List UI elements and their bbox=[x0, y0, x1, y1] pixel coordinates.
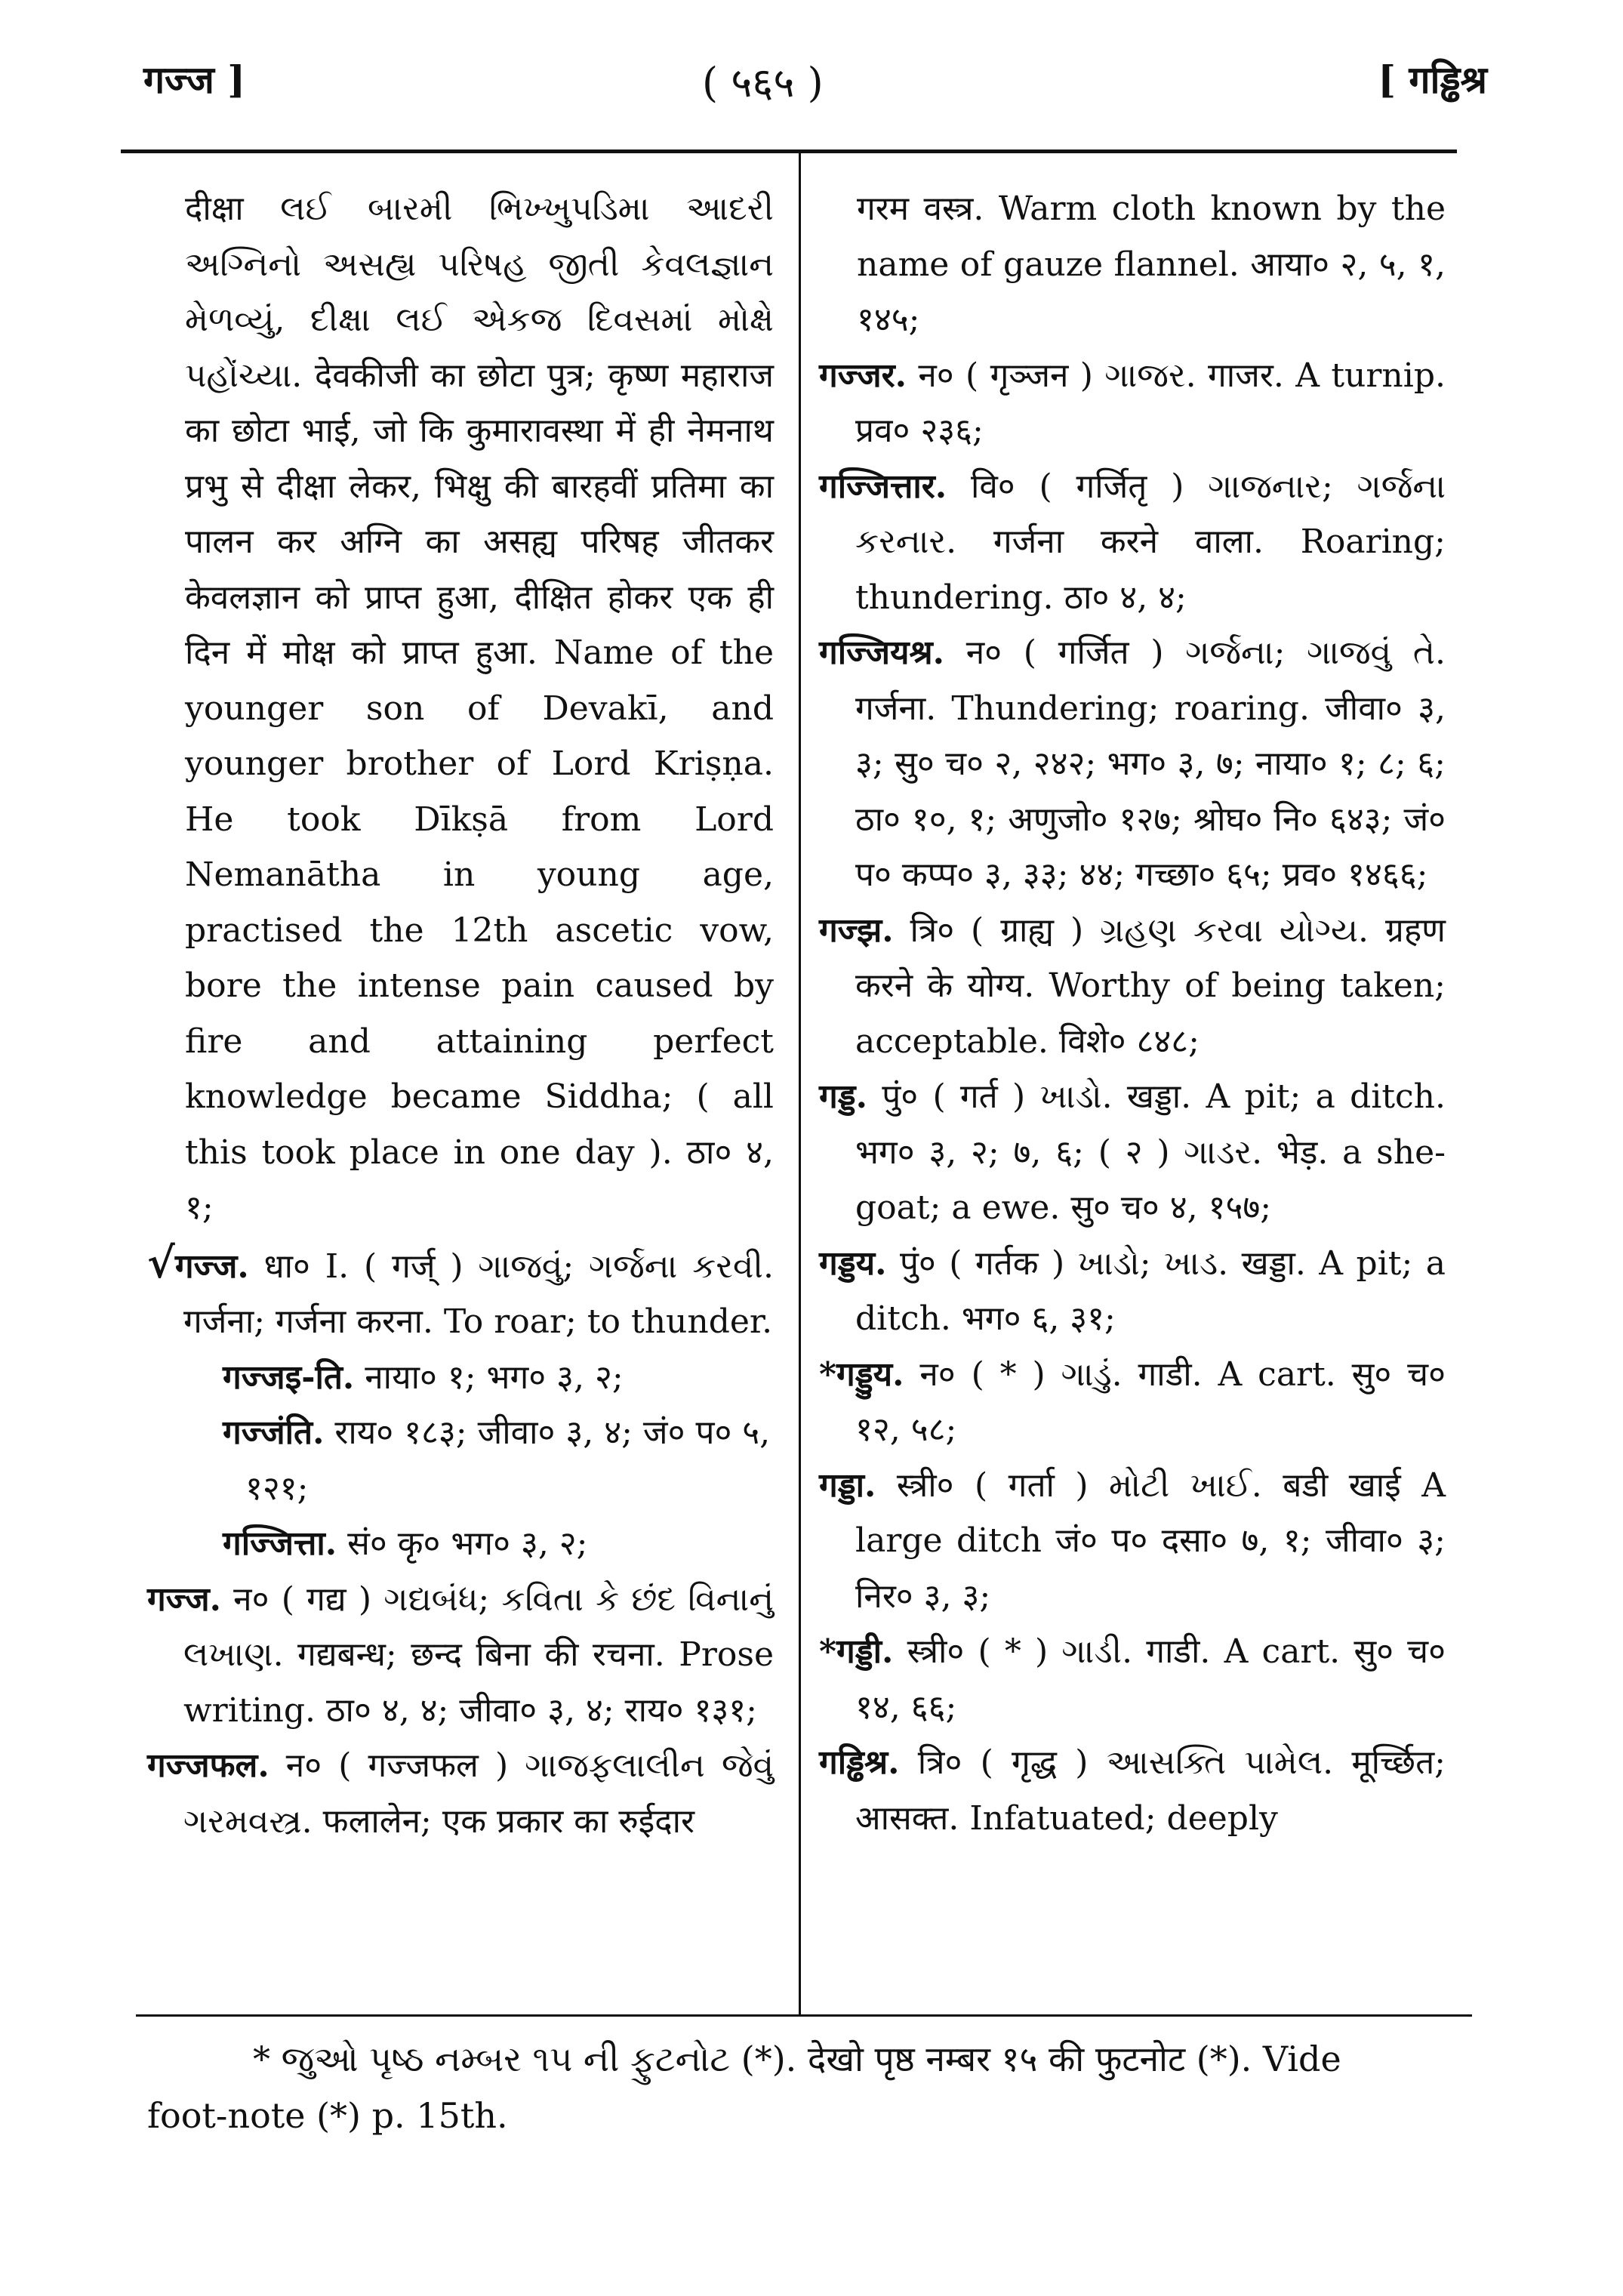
entry-definition: न० ( * ) ગાડું. गाडी. A cart. सु० च० १२, ५८; bbox=[855, 1354, 1446, 1449]
dictionary-entry bbox=[819, 1735, 1446, 1846]
check-mark: √ bbox=[147, 1237, 175, 1288]
headword: गज्ज. bbox=[174, 1247, 249, 1286]
dictionary-entry bbox=[819, 1236, 1446, 1347]
dictionary-entry bbox=[819, 903, 1446, 1070]
dictionary-entry bbox=[819, 459, 1446, 626]
sub-form-refs: सं० कृ० भग० ३, २; bbox=[347, 1524, 588, 1563]
sub-form-word: गज्जंति. bbox=[223, 1413, 325, 1452]
right-column bbox=[819, 181, 1446, 1846]
dictionary-entry bbox=[819, 1347, 1446, 1458]
footnote-line-2: foot-note (*) p. 15th. bbox=[147, 2095, 508, 2136]
entry-definition: न० ( गज्जफल ) ગાજફલાલીન જેવું ગરમવસ્ત્ર. फलालेन; एक प्रकार का रुईदार bbox=[183, 1746, 774, 1841]
sub-form bbox=[147, 1405, 774, 1516]
entry-definition: धा० I. ( गर्ज् ) ગાજવું; ગર્જના કરવી. गर्जना; गर्जना करना. To roar; to thunder. bbox=[183, 1247, 774, 1341]
dictionary-entry bbox=[819, 625, 1446, 903]
sub-form-refs: नाया० १; भग० ३, २; bbox=[365, 1358, 624, 1397]
entry-definition: स्त्री० ( गर्ता ) મોટી ખાઈ. बडी खाई A large ditch जं० प० दसा० ७, १; जीवा० ३; निर० ३, ३; bbox=[855, 1465, 1446, 1616]
headword: गड्डय. bbox=[819, 1244, 887, 1283]
headword: गज्ज. bbox=[147, 1579, 221, 1619]
entry-definition: पुं० ( गर्तक ) ખાડો; ખાડ. खड्डा. A pit; a ditch. भग० ६, ३१; bbox=[855, 1244, 1446, 1338]
headword: गड्ढिश्र. bbox=[819, 1743, 900, 1782]
running-head-right: [ गड्ढिश्र bbox=[1378, 57, 1487, 102]
headword: गड्ड. bbox=[819, 1077, 867, 1116]
page-number: ( ५६५ ) bbox=[702, 59, 824, 106]
entry-definition: न० ( गद्य ) ગદ્યબંધ; કવિતા કે છંદ વિનાનું લખાણ. गद्यबन्ध; छन्द बिना की रचना. Prose writing. ठा० ४, ४; जीवा० ३, ४; राय० १३१; bbox=[183, 1579, 774, 1730]
entry-definition: न० ( गर्जित ) ગર્જના; ગાજવું તે. गर्जना. Thundering; roaring. जीवा० ३, ३; सु० च० २, २४२; भग० ३, ७; नाया० १; ८; ६; ठा० १०, १; अणुजो० १२७; श्रोघ० नि० ६४३; जं० प० कप्प० ३, ३३; ४४; गच्छा० ६५; प्रव० १४६६; bbox=[855, 633, 1446, 894]
dictionary-entry bbox=[819, 1069, 1446, 1236]
headword: गज्जर. bbox=[819, 356, 907, 395]
dictionary-entry bbox=[147, 1572, 774, 1739]
dictionary-entry bbox=[819, 348, 1446, 459]
entry-definition: वि० ( गर्जितृ ) ગાજનાર; ગર્જના કરનાર. गर्जना करने वाला. Roaring; thundering. ठा० ४, ४; bbox=[855, 467, 1446, 617]
headword: *गड्डी. bbox=[819, 1632, 894, 1671]
running-head-left: गज्ज ] bbox=[143, 57, 245, 102]
sub-form bbox=[147, 1350, 774, 1406]
footnote-line-1: * જુઓ પૃષ્ઠ નમ્બર ૧૫ ની ફુટનોટ (*). देखो पृष्ठ नम्बर १५ की फुटनोट (*). Vide bbox=[253, 2039, 1341, 2079]
entry-definition: स्त्री० ( * ) ગાડી. गाडी. A cart. सु० च० १४, ६६; bbox=[855, 1632, 1446, 1727]
entry-definition: पुं० ( गर्त ) ખાડો. खड्डा. A pit; a ditch. भग० ३, २; ७, ६; ( २ ) ગાડર. भेड़. a she-goat; a ewe. सु० च० ४, १५७; bbox=[855, 1077, 1446, 1227]
column-divider bbox=[799, 149, 801, 2014]
entry-definition: त्रि० ( गृद्ध ) આસક્તિ પામેલ. मूर्च्छित; आसक्त. Infatuated; deeply bbox=[855, 1743, 1446, 1838]
dictionary-entry bbox=[147, 1738, 774, 1849]
sub-form-refs: राय० १८३; जीवा० ३, ४; जं० प० ५, १२१; bbox=[245, 1413, 771, 1508]
dictionary-entry bbox=[819, 1624, 1446, 1735]
entry-definition: त्रि० ( ग्राह्य ) ગ્રહણ કરવા યોગ્ય. ग्रहण करने के योग्य. Worthy of being taken; acceptable. विशे० ८४८; bbox=[855, 911, 1446, 1061]
headword: *गड्डुय. bbox=[819, 1354, 904, 1394]
header-rule bbox=[121, 149, 1457, 153]
dictionary-entry bbox=[819, 1458, 1446, 1625]
headword: गज्जफल. bbox=[147, 1746, 269, 1785]
footnote-rule bbox=[136, 2014, 1472, 2017]
headword: गज्जित्तार. bbox=[819, 467, 947, 506]
sub-form bbox=[147, 1516, 774, 1572]
dictionary-entry bbox=[147, 1236, 774, 1350]
left-column bbox=[147, 181, 774, 1849]
sub-form-word: गज्जइ-ति. bbox=[223, 1358, 355, 1397]
headword: गज्जियश्र. bbox=[819, 633, 944, 672]
sub-form-word: गज्जित्ता. bbox=[223, 1524, 337, 1563]
continued-entry-text: दीक्षा લઈ બારમી ભિખ્ખુપડિમા આદરી અગ્નિનો અસહ્ય પરિષહ જીતી કેવલજ્ઞાન મેળવ્યું, દીક્ષા લઈ એકજ દિવસમાં મોક્ષે પહોંચ્યા. देवकीजी का छोटा पुत्र; कृष्ण महाराज का छोटा भाई, जो कि कुमारावस्था में ही नेमनाथ प्रभु से दीक्षा लेकर, भिक्षु की बारहवीं प्रतिमा का पालन कर अग्नि का असह्य परिषह जीतकर केवलज्ञान को प्राप्त हुआ, दीक्षित होकर एक ही दिन में मोक्ष को प्राप्त हुआ. Name of the younger son of Devakī, and younger brother of Lord Kriṣṇa. He took Dīkṣā from Lord Nemanātha in young age, practised the 12th ascetic vow, bore the intense pain caused by fire and attaining perfect knowledge became Siddha; ( all this took place in one day ). ठा० ४, १; bbox=[185, 190, 774, 1227]
headword: गड्डा. bbox=[819, 1465, 876, 1505]
entry-definition: न० ( गृञ्जन ) ગાજર. गाजर. A turnip. प्रव० २३६; bbox=[855, 356, 1446, 450]
headword: गज्झ. bbox=[819, 911, 894, 950]
continued-entry-text: गरम वस्त्र. Warm cloth known by the name of gauze flannel. आया० २, ५, १, १४५; bbox=[857, 190, 1446, 339]
footnote bbox=[147, 2031, 1476, 2144]
